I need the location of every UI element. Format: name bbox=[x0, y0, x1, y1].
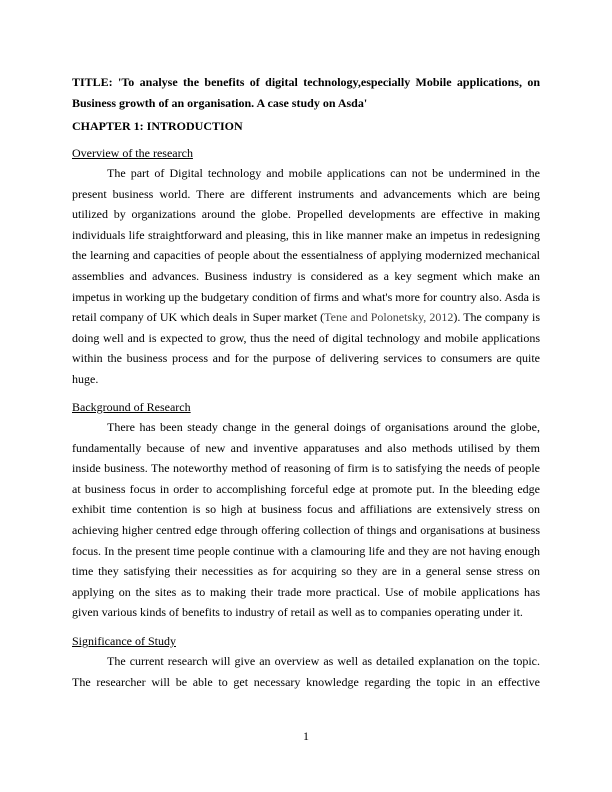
paragraph-overview-text-1: The part of Digital technology and mobile applications can not be undermined in the present business world. There are different instruments and advancements which are being utilized by organizations around the globe. Propelled developments are effective in making individuals life straightforward and pleasing, this in like manner make an impetus in redesigning the learning and capacities of people about the essentialness of applying modernized mechanical assemblies and advances. Business industry is considered as a key segment which make an impetus in working up the budgetary condition of firms and what's more for country also. Asda is retail company of UK which deals in Super market ( bbox=[72, 166, 540, 325]
document-title: TITLE: 'To analyse the benefits of digital technology,especially Mobile applications, on Business growth of an organisation. A case study on Asda' bbox=[72, 75, 540, 110]
paragraph-background: There has been steady change in the general doings of organisations around the globe, fundamentally because of new and inventive apparatuses and also methods utilised by them inside business. The noteworthy method of reasoning of firm is to satisfying the needs of people at business focus in order to accomplishing forceful edge at promote put. In the bleeding edge exhibit time contention is so high at business focus and affiliations are extensively stress on achieving higher centred edge through offering collection of things and organisations at business focus. In the present time people continue with a clamouring life and they are not having enough time they satisfying their necessities as for acquiring so they are in a general sense stress on applying on the sites as to making their trade more practical. Use of mobile applications has given various kinds of benefits to industry of retail as well as to companies operating under it. bbox=[72, 420, 540, 620]
chapter-heading: CHAPTER 1: INTRODUCTION bbox=[72, 119, 243, 133]
document-page bbox=[72, 0, 540, 792]
paragraph-significance: The current research will give an overview as well as detailed explanation on the topic. The researcher will be able to get necessary knowledge regarding the topic in an effective bbox=[72, 654, 540, 689]
section-heading-overview: Overview of the research bbox=[72, 146, 193, 160]
paragraph-overview bbox=[72, 163, 540, 390]
section-heading-background: Background of Research bbox=[72, 400, 191, 414]
citation: Tene and Polonetsky, 2012 bbox=[324, 310, 454, 325]
paragraph-overview-text-2: ). The company is doing well and is expected to grow, thus the need of digital technology and mobile applications within the business process and for the purpose of delivering services to consumers are quite huge. bbox=[72, 310, 540, 386]
page-number: 1 bbox=[303, 729, 309, 743]
section-heading-significance: Significance of Study bbox=[72, 634, 176, 648]
